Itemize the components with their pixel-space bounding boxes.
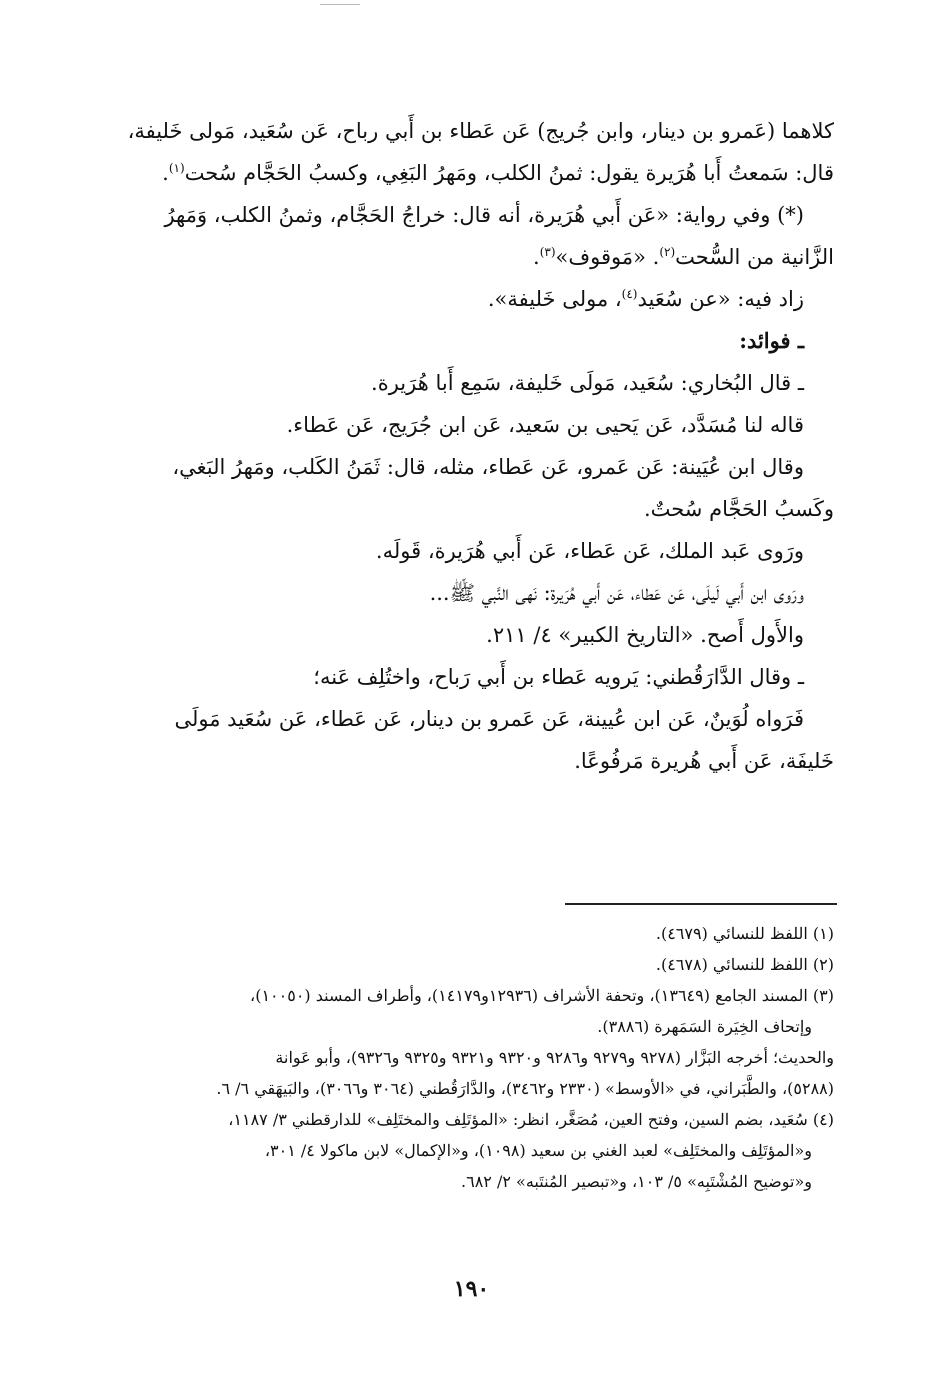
text-line: كلاهما (عَمرو بن دينار، وابن جُريج) عَن عَطاء بن أَبي رباح، عَن سُعَيد، مَولى خَليفة، xyxy=(127,119,834,143)
footnote-ref: (٣) xyxy=(539,245,556,259)
footnote-ref: (٢) xyxy=(659,245,676,259)
text-line: (*) وفي رواية: «عَن أَبي هُرَيرة، أنه قال: خراجُ الحَجَّام، وثمنُ الكلب، وَمَهرُ xyxy=(164,203,804,227)
footnote-line: (٣) المسند الجامع (١٣٦٤٩)، وتحفة الأشراف (١٢٩٣٦و١٤١٧٩)، وأطراف المسند (١٠٠٥٠)، xyxy=(250,986,834,1005)
text-line: وكَسبُ الحَجَّام سُحتٌ. xyxy=(643,497,834,521)
footnote-line: و«المؤتَلِف والمختَلِف» لعبد الغني بن سعيد (١٠٩٨)، و«الإكمال» لابن ماكولا ٤/ ٣٠١، xyxy=(264,1141,812,1160)
main-text xyxy=(92,110,834,782)
footnote-divider xyxy=(565,903,837,905)
text-line: قاله لنا مُسَدَّد، عَن يَحيى بن سَعيد، عَن ابن جُرَيج، عَن عَطاء. xyxy=(286,413,804,437)
footnote-line: و«توضيح المُشْتَبِه» ٥/ ١٠٣، و«تبصير المُنتَبه» ٢/ ٦٨٢. xyxy=(461,1172,812,1191)
text-line: ورَوى ابن أَبي لَيلَى، عَن عَطاء، عَن أَبي هُرَيرة: نَهى النَّبي ﷺ... xyxy=(429,581,804,605)
text-line: ورَوى عَبد الملك، عَن عَطاء، عَن أَبي هُرَيرة، قَولَه. xyxy=(375,539,804,563)
text-line: الزَّانية من السُّحت$^{(٢)}$. «مَوقوف»$^{(٣)}$. xyxy=(533,245,834,269)
footnote-ref: (٤) xyxy=(621,287,638,301)
footnote-line: والحديث؛ أخرجه البَزَّار (٩٢٧٨ و٩٢٧٩ و٩٢٨٦ و٩٣٢٠ و٩٣٢١ و٩٣٢٥ و٩٣٢٦)، وأبو عَوانة xyxy=(275,1048,834,1067)
scan-mark xyxy=(320,4,360,5)
footnote-line: (٢) اللفظ للنسائي (٤٦٧٨). xyxy=(655,955,834,974)
footnote-line: وإتحاف الخِيَرة السَمَهرة (٣٨٨٦). xyxy=(597,1017,812,1036)
text-line: ـ وقال الدَّارَقُطني: يَرويه عَطاء بن أَبي رَباح، واختُلِف عَنه؛ xyxy=(313,665,804,689)
footnote-line: (٥٢٨٨)، والطَّبَراني، في «الأوسط» (٢٣٣٠ و٣٤٦٢)، والدَّارَقُطني (٣٠٦٤ و٣٠٦٦)، والبَيهَقي ٦/ ٦. xyxy=(216,1079,834,1098)
footnotes xyxy=(92,918,834,1197)
text-line: زاد فيه: «عن سُعَيد$^{(٤)}$، مولى خَليفة». xyxy=(487,287,804,311)
page-number: ١٩٠ xyxy=(453,1276,490,1302)
text-line: وقال ابن عُيَينة: عَن عَمرو، عَن عَطاء، مثله، قال: ثَمَنُ الكَلب، ومَهرُ البَغي، xyxy=(172,455,804,479)
section-heading: ـ فوائد: xyxy=(739,328,804,353)
footnote-line: (١) اللفظ للنسائي (٤٦٧٩). xyxy=(655,924,834,943)
text-line: فَرَواه لُوَينٌ، عَن ابن عُيينة، عَن عَمرو بن دينار، عَن عَطاء، عَن سُعَيد مَولَى xyxy=(174,707,804,731)
text-line: خَليفَة، عَن أَبي هُريرة مَرفُوعًا. xyxy=(574,749,834,773)
footnote-line: (٤) سُعَيد، بضم السين، وفتح العين، مُصَغَّر، انظر: «المؤتَلِف والمختَلِف» للدارقطني ٣/ ١١٨٧، xyxy=(228,1110,834,1129)
text-line: ـ قال البُخاري: سُعَيد، مَولَى خَليفة، سَمِع أَبا هُرَيرة. xyxy=(371,371,804,395)
text-line: قال: سَمعتُ أَبا هُرَيرة يقول: ثمنُ الكلب، ومَهرُ البَغِي، وكسبُ الحَجَّام سُحت$^{(١)}$. xyxy=(162,161,834,185)
text-line: والأَول أَصح. «التاريخ الكبير» ٤/ ٢١١. xyxy=(486,623,804,647)
footnote-ref: (١) xyxy=(168,161,185,175)
